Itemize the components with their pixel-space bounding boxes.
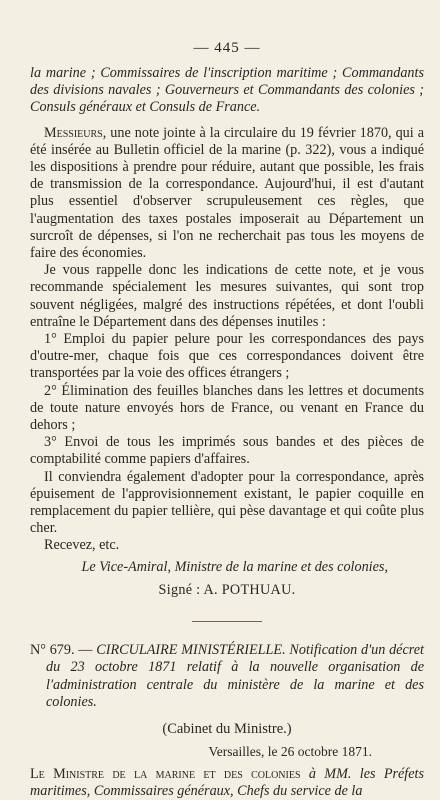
- list-item-2: 2° Élimination des feuilles blanches dans les lettres et documents de toute nature envoyés hors de France, ou venant en France du dehors ;: [30, 382, 424, 434]
- paragraph-3: Il conviendra également d'adopter pour la correspondance, après épuisement de l'approvisionnement existant, le papier coquille en remplacement du papier tellière, qui pèse davantage et qui coûte plus cher.: [30, 468, 424, 537]
- final-recipients: à MM. les Préfets maritimes, Commissaires généraux, Chefs du service de la: [30, 765, 425, 800]
- date-line: Versailles, le 26 octobre 1871.: [208, 743, 372, 759]
- closing-formula: Recevez, etc.: [44, 537, 120, 554]
- circular-title: CIRCULAIRE MINISTÉRIELLE. Notification d'un décret du 23 octobre 1871 relatif à la nouvelle organisation de l'administration centrale du ministère de la marine et des colonies.: [46, 642, 424, 710]
- circular-number: N° 679. —: [30, 642, 93, 659]
- signer-title: Le Vice-Amiral, Ministre de la marine et des colonies,: [81, 558, 388, 575]
- cabinet-line: (Cabinet du Ministre.): [162, 720, 292, 737]
- final-lead: Le Ministre de la marine et des colonies: [30, 765, 301, 782]
- list-item-1: 1° Emploi du papier pelure pour les correspondances des pays d'outre-mer, chaque fois que ces correspondances doivent être transportées par la voie des offices étrangers ;: [30, 331, 424, 382]
- paragraph-1-text: une note jointe à la circulaire du 19 février 1870, qui a été insérée au Bulletin officiel de la marine (p. 322), vous a indiqué les dispositions à prendre pour réduire, autant que possible, les frais de transmission de la correspondance. Aujourd'hui, il est d'autant plus essentiel d'observer scrupuleusement ces règles, que l'augmentation des taxes postales imposerait au Département un surcroît de dépenses, si l'on ne recherchait pas tous les moyens de faire des économies.: [30, 124, 425, 262]
- circular-heading: [30, 642, 424, 711]
- final-paragraph: [30, 766, 424, 800]
- list-item-3: 3° Envoi de tous les imprimés sous bandes et des pièces de comptabilité comme papiers d'affaires.: [30, 434, 424, 468]
- paragraph-2: Je vous rappelle donc les indications de cette note, et je vous recommande spécialement les mesures suivantes, qui sont trop souvent négligées, malgré des instructions répétées, et dont l'oubli entraîne le Département dans des dépenses inutiles :: [30, 262, 424, 330]
- paragraph-1: [30, 125, 424, 263]
- salutation: Messieurs,: [44, 124, 107, 141]
- signature: Signé : A. POTHUAU.: [158, 581, 296, 598]
- recipients-continued: la marine ; Commissaires de l'inscription maritime ; Commandants des divisions navales ; Gouverneurs et Commandants des colonies ; Consuls généraux et Consuls de France.: [30, 65, 424, 116]
- page-number: — 445 —: [193, 40, 261, 56]
- section-divider: [192, 621, 262, 622]
